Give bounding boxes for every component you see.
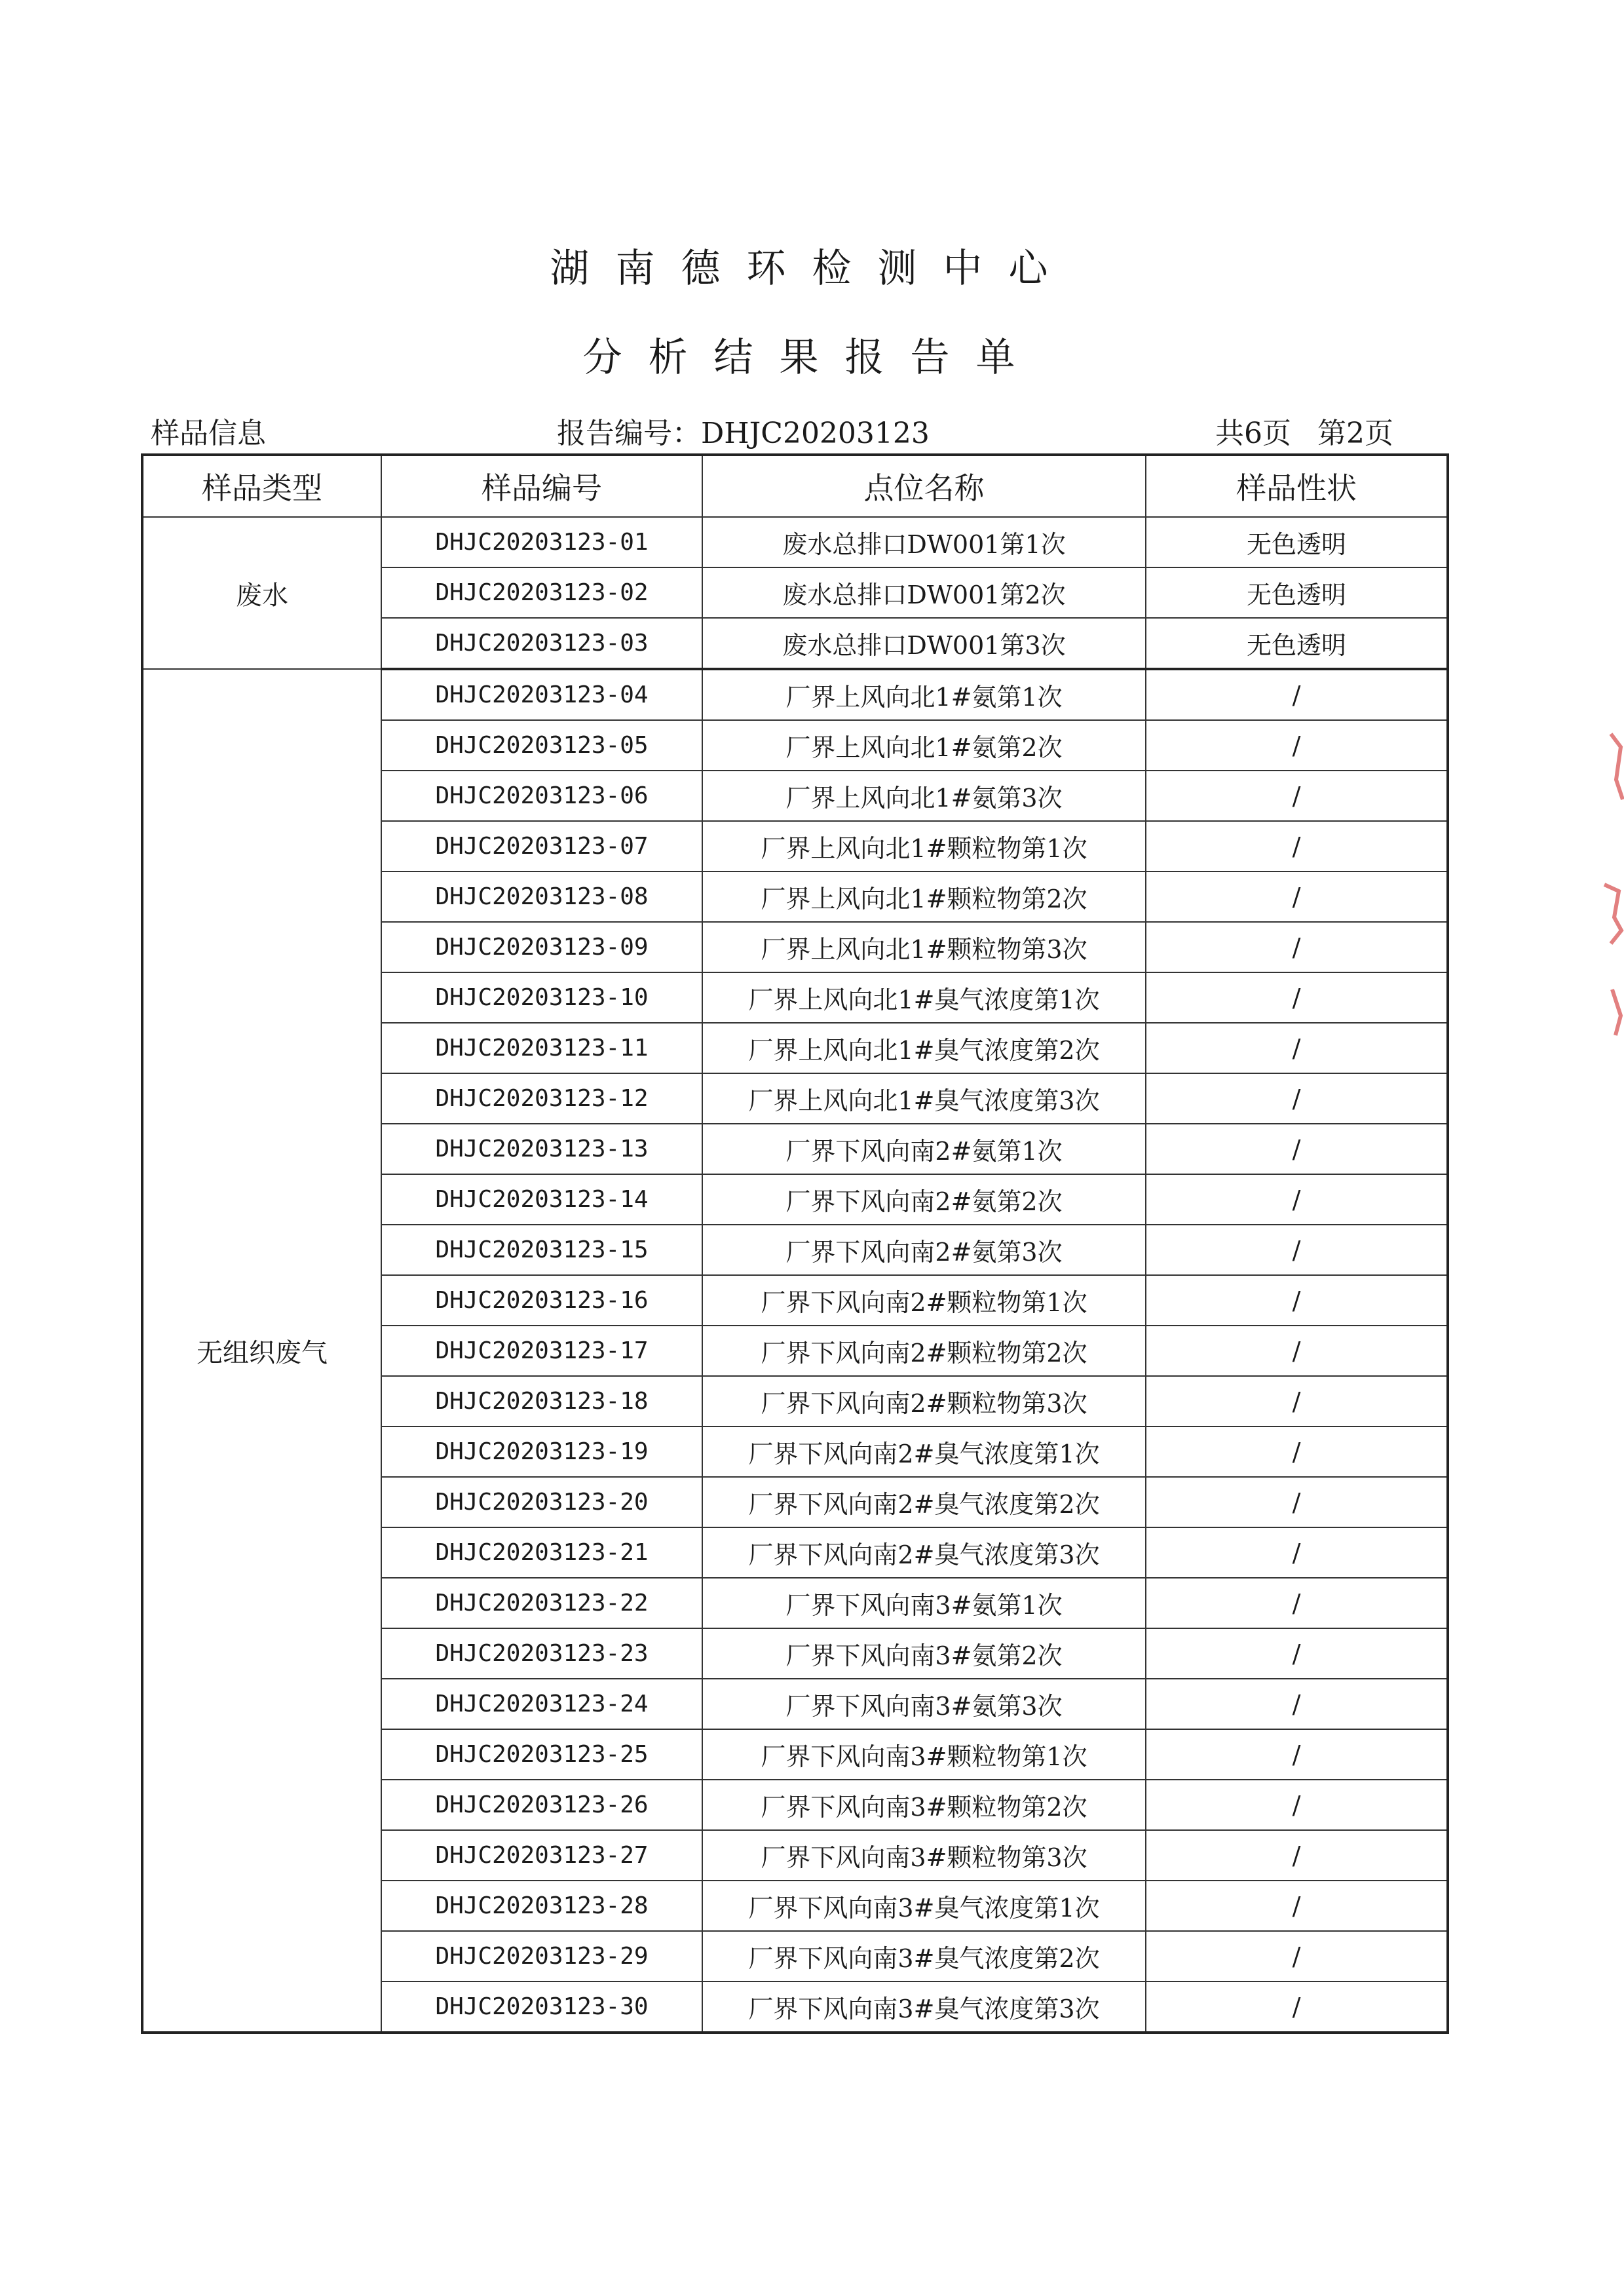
column-header-sample-state: 样品性状 (1146, 455, 1448, 517)
sample-state-cell: 无色透明 (1146, 618, 1448, 669)
sample-code-cell: DHJC20203123-28 (381, 1881, 702, 1931)
column-header-sample-type: 样品类型 (142, 455, 381, 517)
site-name-cell: 厂界下风向南3#臭气浓度第3次 (702, 1981, 1146, 2033)
sample-code-cell: DHJC20203123-07 (381, 821, 702, 871)
sample-state-cell: / (1146, 1679, 1448, 1729)
site-name-cell: 废水总排口DW001第3次 (702, 618, 1146, 669)
site-name-cell: 厂界下风向南2#氨第1次 (702, 1124, 1146, 1174)
sample-code-cell: DHJC20203123-19 (381, 1426, 702, 1477)
site-name-cell: 厂界下风向南2#颗粒物第1次 (702, 1275, 1146, 1326)
sample-code-cell: DHJC20203123-16 (381, 1275, 702, 1326)
sample-state-cell: / (1146, 1881, 1448, 1931)
sample-code-cell: DHJC20203123-09 (381, 922, 702, 972)
section-label: 样品信息 (151, 417, 266, 450)
sample-state-cell: 无色透明 (1146, 517, 1448, 567)
sample-state-cell: / (1146, 1225, 1448, 1275)
table-row (142, 669, 1448, 720)
sample-code-cell: DHJC20203123-05 (381, 720, 702, 771)
sample-state-cell: / (1146, 1931, 1448, 1981)
report-number: 报告编号：DHJC20203123 (557, 417, 930, 450)
sample-state-cell: / (1146, 871, 1448, 922)
sample-state-cell: / (1146, 771, 1448, 821)
sample-type-cell: 无组织废气 (142, 669, 381, 2033)
site-name-cell: 厂界下风向南3#氨第3次 (702, 1679, 1146, 1729)
sample-state-cell: / (1146, 1780, 1448, 1830)
document-title: 分析结果报告单 (582, 335, 1042, 381)
sample-state-cell: / (1146, 1981, 1448, 2033)
site-name-cell: 废水总排口DW001第2次 (702, 567, 1146, 618)
sample-type-cell: 废水 (142, 517, 381, 669)
site-name-cell: 厂界上风向北1#氨第2次 (702, 720, 1146, 771)
site-name-cell: 厂界下风向南2#臭气浓度第3次 (702, 1527, 1146, 1578)
sample-code-cell: DHJC20203123-29 (381, 1931, 702, 1981)
site-name-cell: 厂界下风向南2#颗粒物第3次 (702, 1376, 1146, 1426)
sample-state-cell: / (1146, 1023, 1448, 1073)
sample-code-cell: DHJC20203123-01 (381, 517, 702, 567)
sample-code-cell: DHJC20203123-26 (381, 1780, 702, 1830)
site-name-cell: 厂界上风向北1#颗粒物第2次 (702, 871, 1146, 922)
sample-code-cell: DHJC20203123-18 (381, 1376, 702, 1426)
sample-state-cell: / (1146, 1326, 1448, 1376)
sample-state-cell: / (1146, 1477, 1448, 1527)
site-name-cell: 厂界下风向南2#颗粒物第2次 (702, 1326, 1146, 1376)
sample-state-cell: / (1146, 1376, 1448, 1426)
sample-state-cell: / (1146, 922, 1448, 972)
site-name-cell: 厂界下风向南2#臭气浓度第1次 (702, 1426, 1146, 1477)
site-name-cell: 厂界上风向北1#臭气浓度第1次 (702, 972, 1146, 1023)
sample-state-cell: / (1146, 821, 1448, 871)
site-name-cell: 厂界上风向北1#氨第3次 (702, 771, 1146, 821)
sample-state-cell: / (1146, 1830, 1448, 1881)
sample-state-cell: / (1146, 972, 1448, 1023)
table-header-row (142, 455, 1448, 517)
site-name-cell: 厂界下风向南3#颗粒物第1次 (702, 1729, 1146, 1780)
sample-code-cell: DHJC20203123-23 (381, 1628, 702, 1679)
sample-code-cell: DHJC20203123-08 (381, 871, 702, 922)
site-name-cell: 厂界上风向北1#臭气浓度第3次 (702, 1073, 1146, 1124)
site-name-cell: 废水总排口DW001第1次 (702, 517, 1146, 567)
site-name-cell: 厂界上风向北1#颗粒物第3次 (702, 922, 1146, 972)
sample-state-cell: 无色透明 (1146, 567, 1448, 618)
sample-code-cell: DHJC20203123-10 (381, 972, 702, 1023)
sample-state-cell: / (1146, 1729, 1448, 1780)
sample-code-cell: DHJC20203123-14 (381, 1174, 702, 1225)
sample-code-cell: DHJC20203123-03 (381, 618, 702, 669)
site-name-cell: 厂界下风向南3#颗粒物第2次 (702, 1780, 1146, 1830)
sample-code-cell: DHJC20203123-15 (381, 1225, 702, 1275)
page-number: 第2页 (1317, 417, 1393, 450)
site-name-cell: 厂界下风向南3#氨第2次 (702, 1628, 1146, 1679)
sample-state-cell: / (1146, 669, 1448, 720)
column-header-sample-code: 样品编号 (381, 455, 702, 517)
sample-code-cell: DHJC20203123-24 (381, 1679, 702, 1729)
table-body (142, 517, 1448, 2033)
page-indicator (1215, 415, 1393, 452)
sample-code-cell: DHJC20203123-04 (381, 669, 702, 720)
sample-state-cell: / (1146, 1073, 1448, 1124)
sample-state-cell: / (1146, 1275, 1448, 1326)
sample-code-cell: DHJC20203123-12 (381, 1073, 702, 1124)
site-name-cell: 厂界下风向南3#臭气浓度第2次 (702, 1931, 1146, 1981)
site-name-cell: 厂界下风向南2#氨第2次 (702, 1174, 1146, 1225)
sample-state-cell: / (1146, 720, 1448, 771)
sample-code-cell: DHJC20203123-06 (381, 771, 702, 821)
site-name-cell: 厂界上风向北1#颗粒物第1次 (702, 821, 1146, 871)
site-name-cell: 厂界下风向南2#氨第3次 (702, 1225, 1146, 1275)
sample-code-cell: DHJC20203123-13 (381, 1124, 702, 1174)
sample-code-cell: DHJC20203123-02 (381, 567, 702, 618)
sample-state-cell: / (1146, 1124, 1448, 1174)
sample-code-cell: DHJC20203123-30 (381, 1981, 702, 2033)
sample-code-cell: DHJC20203123-11 (381, 1023, 702, 1073)
table-row (142, 517, 1448, 567)
sample-code-cell: DHJC20203123-20 (381, 1477, 702, 1527)
site-name-cell: 厂界上风向北1#臭气浓度第2次 (702, 1023, 1146, 1073)
sample-state-cell: / (1146, 1174, 1448, 1225)
site-name-cell: 厂界上风向北1#氨第1次 (702, 669, 1146, 720)
sample-code-cell: DHJC20203123-22 (381, 1578, 702, 1628)
sample-info-table (141, 453, 1449, 2034)
column-header-site-name: 点位名称 (702, 455, 1146, 517)
total-pages: 共6页 (1215, 417, 1291, 450)
sample-code-cell: DHJC20203123-21 (381, 1527, 702, 1578)
site-name-cell: 厂界下风向南3#臭气浓度第1次 (702, 1881, 1146, 1931)
site-name-cell: 厂界下风向南3#颗粒物第3次 (702, 1830, 1146, 1881)
org-title: 湖南德环检测中心 (550, 246, 1074, 292)
sample-state-cell: / (1146, 1426, 1448, 1477)
sample-code-cell: DHJC20203123-17 (381, 1326, 702, 1376)
sample-state-cell: / (1146, 1628, 1448, 1679)
sample-state-cell: / (1146, 1527, 1448, 1578)
sample-code-cell: DHJC20203123-27 (381, 1830, 702, 1881)
site-name-cell: 厂界下风向南3#氨第1次 (702, 1578, 1146, 1628)
site-name-cell: 厂界下风向南2#臭气浓度第2次 (702, 1477, 1146, 1527)
red-seal-stamp-edge (1585, 708, 1624, 1048)
sample-code-cell: DHJC20203123-25 (381, 1729, 702, 1780)
sample-state-cell: / (1146, 1578, 1448, 1628)
